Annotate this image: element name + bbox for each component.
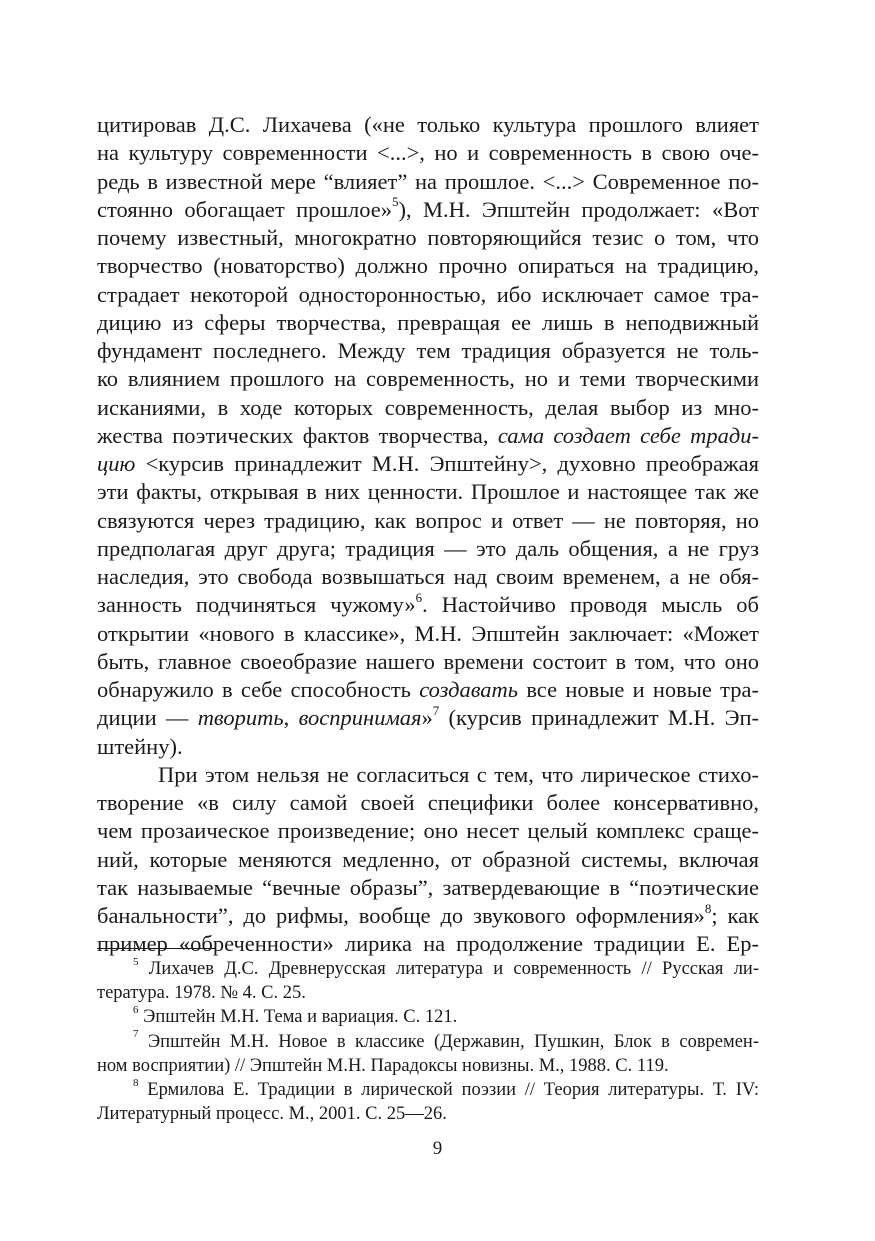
italic-phrase: творить <box>197 705 284 731</box>
text-line: стоянно обогащает прошлое»$^5$), М.Н. Эпштейн продолжает: «Вот <box>97 194 759 222</box>
italic-phrase: создавать <box>419 677 519 702</box>
footnote-ref: 7 <box>432 702 440 718</box>
footnote-ref: 8 <box>704 900 712 916</box>
text-line: обнаружило в себе способность создавать все новые и новые тра- <box>97 677 760 702</box>
text-line: пример «обреченности» лирика на продолжение традиции Е. Ер- <box>97 931 759 957</box>
text-line: наследия, это свобода возвышаться над своим временем, а не обя- <box>97 564 759 589</box>
footnote-line: Литературный процесс. М., 2001. С. 25—26. <box>97 1104 447 1125</box>
footnote-line: $^6$ Эпштейн М.Н. Тема и вариация. С. 121. <box>133 1004 458 1028</box>
text-line: так называемые “вечные образы”, затвердевающие в “поэтические <box>97 874 759 900</box>
footnote-number: 5 <box>133 955 139 968</box>
footnote-line: тература. 1978. № 4. С. 25. <box>97 983 306 1004</box>
italic-phrase: сама создает себе тради- <box>497 422 759 448</box>
text-line: банальности”, до рифмы, вообще до звукового оформления»$^8$; как <box>97 900 759 928</box>
footnote-number: 6 <box>133 1004 139 1017</box>
text-line: связуются через традицию, как вопрос и ответ — не повторяя, но <box>97 507 759 533</box>
footnote-ref: 6 <box>415 589 423 605</box>
text-line: чем прозаическое произведение; оно несет целый комплекс сраще- <box>97 818 759 844</box>
text-line: ко влиянием прошлого на современность, но и теми творческими <box>97 366 759 392</box>
text-line: страдает некоторой односторонностью, ибо исключает самое тра- <box>97 281 759 307</box>
footnote-line: $^7$ Эпштейн М.Н. Новое в классике (Державин, Пушкин, Блок в современ- <box>133 1028 759 1052</box>
footnote-line: $^8$ Ермилова Е. Традиции в лирической поэзии // Теория литературы. Т. IV: <box>133 1076 759 1100</box>
footnote-separator <box>97 948 215 949</box>
text-line: фундамент последнего. Между тем традиция образуется не толь- <box>97 338 759 363</box>
text-line: творчество (новаторство) должно прочно опираться на традицию, <box>97 253 759 279</box>
footnote-number: 7 <box>133 1028 139 1041</box>
footnote-number: 8 <box>133 1076 139 1089</box>
text-line: творение «в силу самой своей специфики более консервативно, <box>97 790 759 815</box>
text-line: цитировав Д.С. Лихачева («не только культура прошлого влияет <box>97 112 759 137</box>
italic-phrase: цию <box>97 451 136 476</box>
text-line: почему известный, многократно повторяющийся тезис о том, что <box>97 225 759 250</box>
text-line: предполагая друг друга; традиция — это даль общения, а не груз <box>97 535 759 561</box>
text-line: на культуру современности <...>, но и современность в свою оче- <box>97 140 759 166</box>
text-line: ний, которые меняются медленно, от образной системы, включая <box>97 846 759 872</box>
text-line: открытии «нового в классике», М.Н. Эпштейн заключает: «Может <box>97 620 759 646</box>
text-line: дицию из сферы творчества, превращая ее лишь в неподвижный <box>97 309 759 335</box>
text-line: штейну). <box>97 733 183 759</box>
text-line: диции — творить, воспринимая»$^7$ (курсив принадлежит М.Н. Эп- <box>97 702 759 731</box>
footnote-line: $^5$ Лихачев Д.С. Древнерусская литература и современность // Русская ли- <box>133 955 759 979</box>
text-line: эти факты, открывая в них ценности. Прошлое и настоящее так же <box>97 479 759 505</box>
italic-phrase: воспринимая <box>298 705 422 731</box>
text-line: занность подчиняться чужому»$^6$. Настойчиво проводя мысль об <box>97 589 759 618</box>
footnote-line: ном восприятии) // Эпштейн М.Н. Парадоксы новизны. М., 1988. С. 119. <box>97 1055 669 1076</box>
text-line: быть, главное своеобразие нашего времени состоит в том, что оно <box>97 648 759 674</box>
text-line: редь в известной мере “влияет” на прошлое. <...> Современное по- <box>97 168 759 194</box>
text-line: исканиями, в ходе которых современность, делая выбор из мно- <box>97 394 759 420</box>
main-text <box>97 111 759 959</box>
text-line: цию <курсив принадлежит М.Н. Эпштейну>, духовно преображая <box>97 451 759 476</box>
footnote-ref: 5 <box>391 194 399 210</box>
footnotes <box>97 957 759 1126</box>
text-line: При этом нельзя не согласиться с тем, что лирическое стихо- <box>158 761 759 787</box>
text-line: жества поэтических фактов творчества, сама создает себе тради- <box>97 422 759 448</box>
page-number: 9 <box>432 1138 443 1159</box>
